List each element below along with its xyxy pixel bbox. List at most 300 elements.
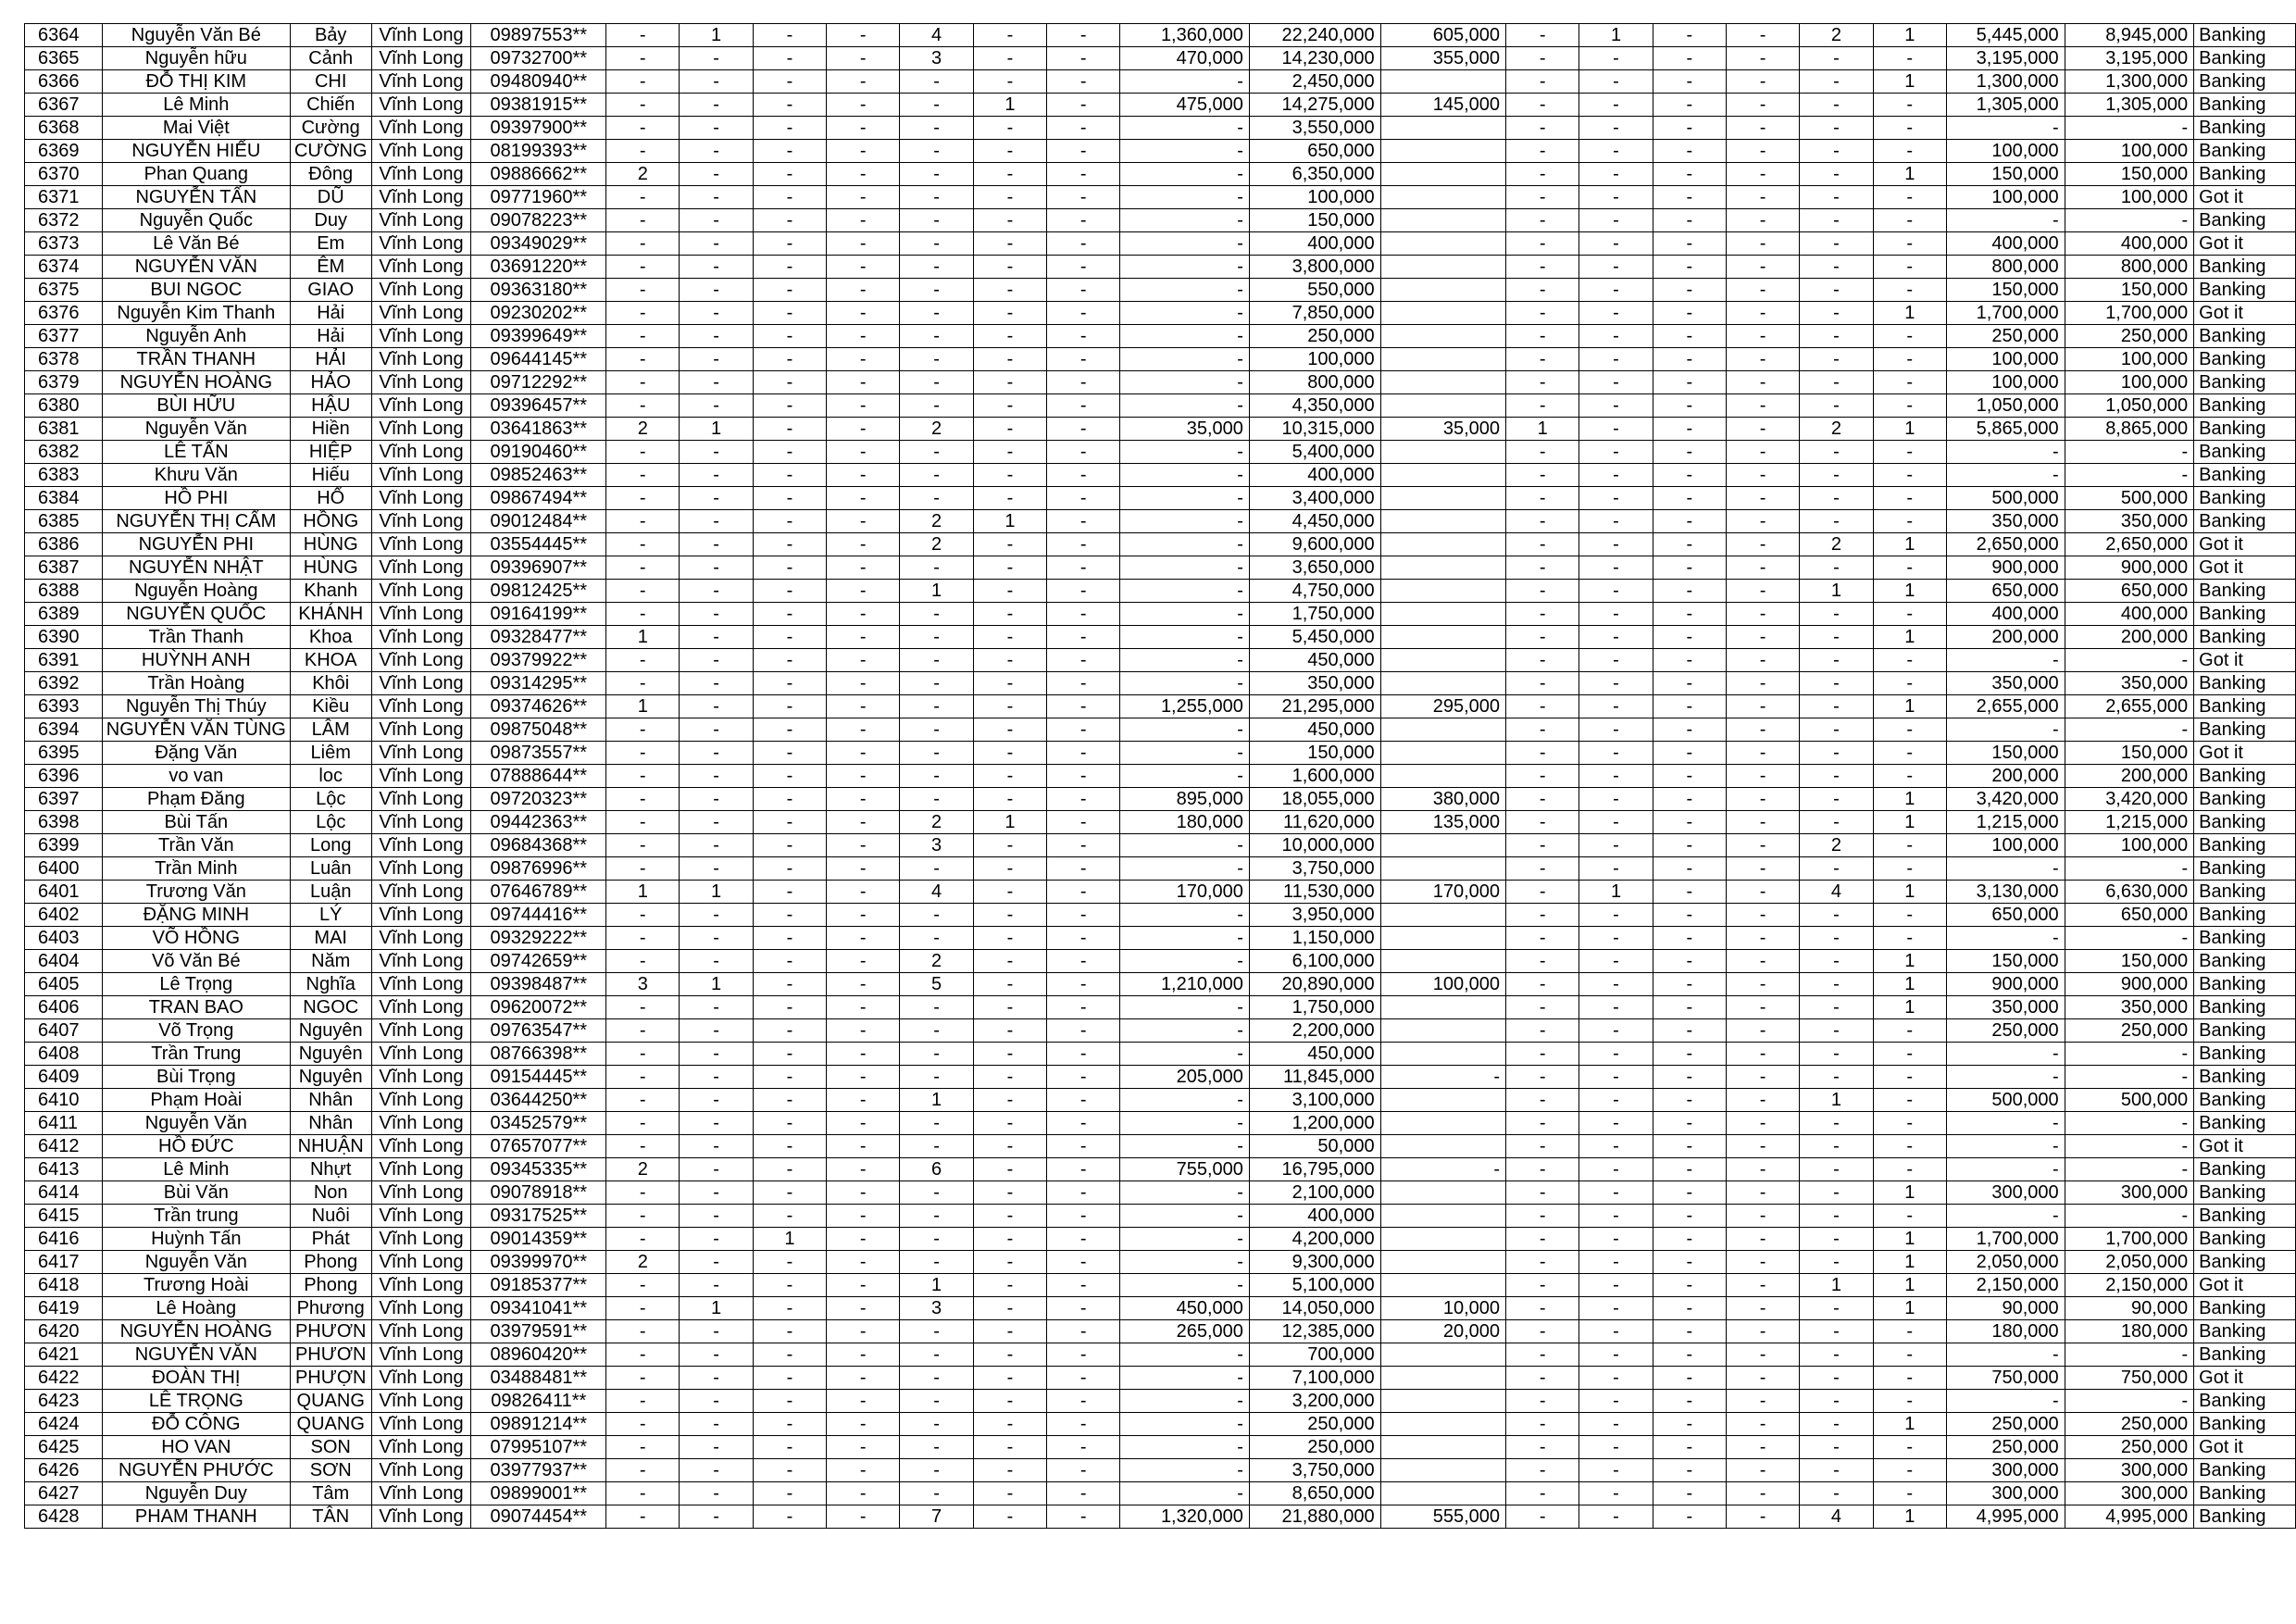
count-cell: - <box>973 1367 1046 1390</box>
amount-cell: - <box>1120 302 1250 325</box>
total-amount-cell: 20,890,000 <box>1249 973 1380 996</box>
count-cell: - <box>606 1482 680 1505</box>
count-cell: 1 <box>900 580 973 603</box>
count-cell: - <box>1579 556 1653 580</box>
count-cell: 2 <box>606 418 680 441</box>
last-name-cell: TRAN BAO <box>102 996 290 1019</box>
count-cell: - <box>680 1181 753 1205</box>
reward-total-cell: 250,000 <box>2065 1436 2194 1459</box>
total-amount-cell: 400,000 <box>1249 464 1380 487</box>
count-cell: - <box>1579 47 1653 70</box>
amount-cell: - <box>1120 672 1250 695</box>
amount-cell: - <box>1120 1205 1250 1228</box>
count-cell: - <box>680 1413 753 1436</box>
amount-cell: - <box>1120 209 1250 232</box>
reward-cell: 350,000 <box>1946 672 2065 695</box>
payment-method-cell: Banking <box>2194 325 2296 348</box>
total-amount-cell: 1,200,000 <box>1249 1112 1380 1135</box>
count-cell: - <box>1726 1158 1799 1181</box>
count-cell: - <box>1653 626 1726 649</box>
phone-cell: 09812425** <box>471 580 606 603</box>
count-cell: - <box>753 117 826 140</box>
province-cell: Vĩnh Long <box>371 811 471 834</box>
count-cell: - <box>1047 510 1120 533</box>
phone-cell: 09329222** <box>471 927 606 950</box>
id-cell: 6389 <box>25 603 103 626</box>
province-cell: Vĩnh Long <box>371 1436 471 1459</box>
first-name-cell: Hải <box>290 325 371 348</box>
reward-total-cell: 250,000 <box>2065 1019 2194 1043</box>
count-cell: - <box>1726 1343 1799 1367</box>
reward-total-cell: 1,700,000 <box>2065 1228 2194 1251</box>
phone-cell: 09826411** <box>471 1390 606 1413</box>
id-cell: 6387 <box>25 556 103 580</box>
count-cell: - <box>827 441 900 464</box>
count-cell: 1 <box>606 881 680 904</box>
first-name-cell: loc <box>290 765 371 788</box>
count-cell: - <box>1506 1181 1579 1205</box>
count-cell: - <box>1579 1205 1653 1228</box>
id-cell: 6383 <box>25 464 103 487</box>
count-cell: 1 <box>1873 24 1946 47</box>
count-cell: - <box>973 70 1046 94</box>
amount-cell: 475,000 <box>1120 94 1250 117</box>
count-cell: - <box>753 1251 826 1274</box>
count-cell: - <box>1047 464 1120 487</box>
count-cell: - <box>753 1390 826 1413</box>
first-name-cell: Luận <box>290 881 371 904</box>
count-cell: - <box>606 117 680 140</box>
count-cell: - <box>1047 742 1120 765</box>
count-cell: - <box>606 186 680 209</box>
id-cell: 6380 <box>25 394 103 418</box>
amount-cell: - <box>1380 1066 1505 1089</box>
count-cell: 1 <box>1873 1181 1946 1205</box>
reward-cell: 900,000 <box>1946 973 2065 996</box>
count-cell: 1 <box>973 94 1046 117</box>
count-cell: - <box>753 209 826 232</box>
amount-cell <box>1380 256 1505 279</box>
amount-cell <box>1380 302 1505 325</box>
count-cell: - <box>606 279 680 302</box>
table-row <box>25 1297 2296 1320</box>
province-cell: Vĩnh Long <box>371 464 471 487</box>
count-cell: - <box>680 1135 753 1158</box>
reward-total-cell: 150,000 <box>2065 163 2194 186</box>
table-row <box>25 47 2296 70</box>
count-cell: - <box>1653 441 1726 464</box>
count-cell: - <box>1653 464 1726 487</box>
count-cell: - <box>1873 117 1946 140</box>
province-cell: Vĩnh Long <box>371 1066 471 1089</box>
id-cell: 6412 <box>25 1135 103 1158</box>
count-cell: 1 <box>1873 418 1946 441</box>
count-cell: - <box>973 163 1046 186</box>
count-cell: - <box>1726 302 1799 325</box>
count-cell: - <box>900 857 973 881</box>
table-row <box>25 1459 2296 1482</box>
reward-cell: 90,000 <box>1946 1297 2065 1320</box>
amount-cell: 100,000 <box>1380 973 1505 996</box>
id-cell: 6371 <box>25 186 103 209</box>
phone-cell: 07646789** <box>471 881 606 904</box>
count-cell: - <box>606 1320 680 1343</box>
amount-cell: 355,000 <box>1380 47 1505 70</box>
payment-method-cell: Banking <box>2194 1413 2296 1436</box>
id-cell: 6393 <box>25 695 103 718</box>
first-name-cell: Phương <box>290 1297 371 1320</box>
count-cell: - <box>827 371 900 394</box>
id-cell: 6390 <box>25 626 103 649</box>
table-row <box>25 1112 2296 1135</box>
count-cell: - <box>1800 394 1873 418</box>
phone-cell: 08766398** <box>471 1043 606 1066</box>
table-row <box>25 487 2296 510</box>
count-cell: - <box>1653 186 1726 209</box>
count-cell: - <box>680 487 753 510</box>
count-cell: - <box>1800 1205 1873 1228</box>
amount-cell <box>1380 70 1505 94</box>
total-amount-cell: 150,000 <box>1249 209 1380 232</box>
total-amount-cell: 2,200,000 <box>1249 1019 1380 1043</box>
count-cell: - <box>1579 1274 1653 1297</box>
count-cell: 2 <box>1800 418 1873 441</box>
amount-cell: 295,000 <box>1380 695 1505 718</box>
phone-cell: 09349029** <box>471 232 606 256</box>
payment-method-cell: Banking <box>2194 1181 2296 1205</box>
last-name-cell: ĐẶNG MINH <box>102 904 290 927</box>
count-cell: - <box>1653 1089 1726 1112</box>
count-cell: - <box>900 1459 973 1482</box>
total-amount-cell: 350,000 <box>1249 672 1380 695</box>
amount-cell <box>1380 533 1505 556</box>
count-cell: - <box>1579 1343 1653 1367</box>
last-name-cell: ĐỖ THỊ KIM <box>102 70 290 94</box>
phone-cell: 03554445** <box>471 533 606 556</box>
province-cell: Vĩnh Long <box>371 1297 471 1320</box>
amount-cell <box>1380 718 1505 742</box>
count-cell: - <box>1506 1274 1579 1297</box>
id-cell: 6376 <box>25 302 103 325</box>
amount-cell <box>1380 556 1505 580</box>
amount-cell: - <box>1120 487 1250 510</box>
count-cell: 1 <box>1873 1505 1946 1529</box>
id-cell: 6373 <box>25 232 103 256</box>
first-name-cell: Nhựt <box>290 1158 371 1181</box>
amount-cell: 1,210,000 <box>1120 973 1250 996</box>
total-amount-cell: 3,400,000 <box>1249 487 1380 510</box>
table-row <box>25 371 2296 394</box>
count-cell: - <box>1653 672 1726 695</box>
total-amount-cell: 18,055,000 <box>1249 788 1380 811</box>
count-cell: - <box>1800 996 1873 1019</box>
reward-cell: - <box>1946 1205 2065 1228</box>
amount-cell: - <box>1120 857 1250 881</box>
count-cell: - <box>1047 441 1120 464</box>
reward-total-cell: 650,000 <box>2065 904 2194 927</box>
count-cell: - <box>1873 672 1946 695</box>
count-cell: - <box>827 1089 900 1112</box>
total-amount-cell: 1,600,000 <box>1249 765 1380 788</box>
count-cell: - <box>1047 1459 1120 1482</box>
count-cell: 4 <box>1800 1505 1873 1529</box>
payment-method-cell: Banking <box>2194 464 2296 487</box>
amount-cell: 1,360,000 <box>1120 24 1250 47</box>
count-cell: - <box>1579 1089 1653 1112</box>
id-cell: 6419 <box>25 1297 103 1320</box>
amount-cell: 145,000 <box>1380 94 1505 117</box>
count-cell: - <box>1579 418 1653 441</box>
total-amount-cell: 250,000 <box>1249 1413 1380 1436</box>
last-name-cell: Phạm Hoài <box>102 1089 290 1112</box>
count-cell: - <box>973 487 1046 510</box>
count-cell: - <box>1873 834 1946 857</box>
count-cell: - <box>1047 1112 1120 1135</box>
count-cell: - <box>1726 70 1799 94</box>
count-cell: - <box>1506 24 1579 47</box>
count-cell: - <box>1047 626 1120 649</box>
reward-total-cell: 1,050,000 <box>2065 394 2194 418</box>
reward-total-cell: 3,420,000 <box>2065 788 2194 811</box>
count-cell: - <box>1726 973 1799 996</box>
table-row <box>25 996 2296 1019</box>
province-cell: Vĩnh Long <box>371 232 471 256</box>
count-cell: - <box>1873 186 1946 209</box>
count-cell: - <box>900 186 973 209</box>
reward-total-cell: 900,000 <box>2065 973 2194 996</box>
amount-cell <box>1380 394 1505 418</box>
reward-total-cell: 100,000 <box>2065 371 2194 394</box>
count-cell: 1 <box>1873 950 1946 973</box>
last-name-cell: Lê Trọng <box>102 973 290 996</box>
province-cell: Vĩnh Long <box>371 70 471 94</box>
count-cell: - <box>973 580 1046 603</box>
count-cell: - <box>1506 256 1579 279</box>
count-cell: - <box>753 1367 826 1390</box>
count-cell: - <box>753 464 826 487</box>
count-cell: - <box>1506 1205 1579 1228</box>
count-cell: - <box>973 1043 1046 1066</box>
amount-cell: - <box>1120 1181 1250 1205</box>
id-cell: 6414 <box>25 1181 103 1205</box>
reward-cell: 500,000 <box>1946 1089 2065 1112</box>
count-cell: - <box>827 186 900 209</box>
count-cell: - <box>1726 1043 1799 1066</box>
count-cell: - <box>900 1205 973 1228</box>
count-cell: 2 <box>606 1158 680 1181</box>
count-cell: - <box>1047 672 1120 695</box>
count-cell: - <box>1800 1043 1873 1066</box>
count-cell: - <box>1506 718 1579 742</box>
reward-total-cell: 180,000 <box>2065 1320 2194 1343</box>
total-amount-cell: 14,275,000 <box>1249 94 1380 117</box>
reward-cell: 300,000 <box>1946 1459 2065 1482</box>
count-cell: - <box>1506 1112 1579 1135</box>
count-cell: - <box>1579 464 1653 487</box>
count-cell: - <box>973 834 1046 857</box>
reward-cell: - <box>1946 1390 2065 1413</box>
count-cell: - <box>1873 510 1946 533</box>
phone-cell: 09875048** <box>471 718 606 742</box>
count-cell: - <box>1047 973 1120 996</box>
amount-cell <box>1380 510 1505 533</box>
count-cell: - <box>753 394 826 418</box>
count-cell: 1 <box>1800 1089 1873 1112</box>
count-cell: - <box>1873 1482 1946 1505</box>
count-cell: - <box>1800 811 1873 834</box>
table-row <box>25 325 2296 348</box>
count-cell: - <box>1579 533 1653 556</box>
phone-cell: 09379922** <box>471 649 606 672</box>
first-name-cell: Nhân <box>290 1112 371 1135</box>
payment-method-cell: Banking <box>2194 904 2296 927</box>
count-cell: - <box>827 811 900 834</box>
province-cell: Vĩnh Long <box>371 1019 471 1043</box>
payment-method-cell: Banking <box>2194 927 2296 950</box>
count-cell: 1 <box>1873 811 1946 834</box>
count-cell: - <box>1726 47 1799 70</box>
reward-cell: 5,865,000 <box>1946 418 2065 441</box>
amount-cell <box>1380 649 1505 672</box>
count-cell: - <box>606 1019 680 1043</box>
phone-cell: 09442363** <box>471 811 606 834</box>
count-cell: - <box>606 464 680 487</box>
first-name-cell: Chiến <box>290 94 371 117</box>
count-cell: - <box>1800 94 1873 117</box>
last-name-cell: PHAM THANH <box>102 1505 290 1529</box>
first-name-cell: Lộc <box>290 811 371 834</box>
count-cell: - <box>973 24 1046 47</box>
count-cell: - <box>827 1367 900 1390</box>
amount-cell <box>1380 580 1505 603</box>
payment-method-cell: Banking <box>2194 1390 2296 1413</box>
count-cell: - <box>827 1413 900 1436</box>
amount-cell <box>1380 742 1505 765</box>
count-cell: - <box>900 279 973 302</box>
count-cell: - <box>680 834 753 857</box>
count-cell: - <box>973 1158 1046 1181</box>
reward-cell: - <box>1946 209 2065 232</box>
count-cell: - <box>827 418 900 441</box>
table-row <box>25 649 2296 672</box>
count-cell: - <box>606 348 680 371</box>
amount-cell: - <box>1120 1343 1250 1367</box>
count-cell: - <box>680 1436 753 1459</box>
count-cell: - <box>1047 695 1120 718</box>
payment-method-cell: Banking <box>2194 580 2296 603</box>
count-cell: - <box>1873 1089 1946 1112</box>
province-cell: Vĩnh Long <box>371 695 471 718</box>
amount-cell: - <box>1120 1019 1250 1043</box>
reward-total-cell: 2,655,000 <box>2065 695 2194 718</box>
reward-cell: 1,300,000 <box>1946 70 2065 94</box>
first-name-cell: ÊM <box>290 256 371 279</box>
count-cell: 2 <box>1800 24 1873 47</box>
last-name-cell: Lê Văn Bé <box>102 232 290 256</box>
count-cell: - <box>1726 418 1799 441</box>
count-cell: - <box>973 857 1046 881</box>
count-cell: - <box>1800 672 1873 695</box>
last-name-cell: HUỲNH ANH <box>102 649 290 672</box>
count-cell: - <box>1653 1158 1726 1181</box>
total-amount-cell: 3,100,000 <box>1249 1089 1380 1112</box>
id-cell: 6391 <box>25 649 103 672</box>
count-cell: - <box>1579 1135 1653 1158</box>
count-cell: - <box>606 1436 680 1459</box>
payment-method-cell: Banking <box>2194 487 2296 510</box>
count-cell: - <box>827 1459 900 1482</box>
count-cell: - <box>1506 1343 1579 1367</box>
count-cell: - <box>1506 209 1579 232</box>
count-cell: - <box>1873 1066 1946 1089</box>
count-cell: - <box>1579 950 1653 973</box>
count-cell: - <box>827 765 900 788</box>
count-cell: - <box>827 510 900 533</box>
count-cell: - <box>1579 186 1653 209</box>
count-cell: - <box>753 94 826 117</box>
count-cell: - <box>827 1112 900 1135</box>
reward-total-cell: 300,000 <box>2065 1482 2194 1505</box>
total-amount-cell: 450,000 <box>1249 649 1380 672</box>
count-cell: - <box>827 695 900 718</box>
payment-method-cell: Banking <box>2194 279 2296 302</box>
count-cell: - <box>1047 1135 1120 1158</box>
table-row <box>25 626 2296 649</box>
reward-total-cell: - <box>2065 649 2194 672</box>
count-cell: - <box>1579 672 1653 695</box>
count-cell: - <box>827 1135 900 1158</box>
count-cell: - <box>1800 163 1873 186</box>
count-cell: 1 <box>973 510 1046 533</box>
count-cell: 1 <box>1873 973 1946 996</box>
count-cell: - <box>827 1205 900 1228</box>
phone-cell: 07657077** <box>471 1135 606 1158</box>
table-row <box>25 1390 2296 1413</box>
count-cell: - <box>1653 94 1726 117</box>
reward-total-cell: 100,000 <box>2065 834 2194 857</box>
count-cell: - <box>606 371 680 394</box>
count-cell: - <box>1579 371 1653 394</box>
count-cell: - <box>1579 1228 1653 1251</box>
count-cell: - <box>1800 1482 1873 1505</box>
count-cell: - <box>1726 256 1799 279</box>
last-name-cell: Trương Hoài <box>102 1274 290 1297</box>
count-cell: - <box>1873 1043 1946 1066</box>
amount-cell: 755,000 <box>1120 1158 1250 1181</box>
count-cell: - <box>1047 765 1120 788</box>
count-cell: - <box>1506 626 1579 649</box>
count-cell: - <box>753 1274 826 1297</box>
total-amount-cell: 21,880,000 <box>1249 1505 1380 1529</box>
count-cell: - <box>680 1343 753 1367</box>
amount-cell: 555,000 <box>1380 1505 1505 1529</box>
count-cell: - <box>1726 163 1799 186</box>
count-cell: - <box>973 1390 1046 1413</box>
amount-cell <box>1380 232 1505 256</box>
province-cell: Vĩnh Long <box>371 117 471 140</box>
table-row <box>25 927 2296 950</box>
reward-cell: 250,000 <box>1946 1413 2065 1436</box>
total-amount-cell: 10,000,000 <box>1249 834 1380 857</box>
count-cell: - <box>1726 765 1799 788</box>
reward-total-cell: 1,700,000 <box>2065 302 2194 325</box>
total-amount-cell: 2,100,000 <box>1249 1181 1380 1205</box>
count-cell: - <box>1047 47 1120 70</box>
last-name-cell: LÊ TRỌNG <box>102 1390 290 1413</box>
count-cell: - <box>606 1135 680 1158</box>
amount-cell <box>1380 441 1505 464</box>
count-cell: - <box>1579 927 1653 950</box>
